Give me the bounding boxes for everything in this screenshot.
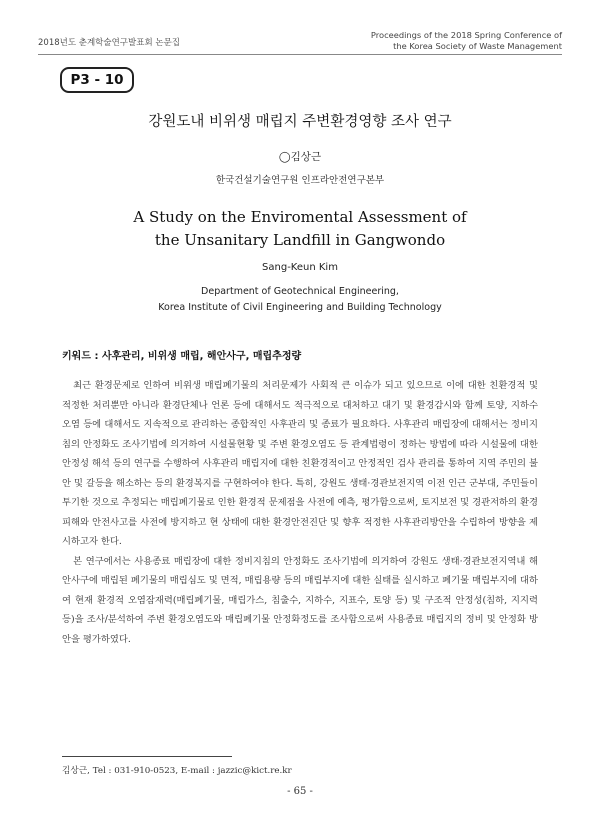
- affiliation-korean: 한국건설기술연구원 인프라안전연구본부: [215, 175, 385, 186]
- running-header-right-line1: Proceedings of the 2018 Spring Conference of: [370, 30, 562, 40]
- running-header-left: 2018년도 춘계학술연구발표회 논문집: [38, 38, 180, 48]
- keywords: 키워드 : 사후관리, 비위생 매립, 해안사구, 매립추정량: [62, 351, 302, 362]
- title-korean: 강원도내 비위생 매립지 주변환경영향 조사 연구: [148, 114, 452, 130]
- title-english: [0, 206, 600, 252]
- author-korean: ◯김상근: [278, 151, 322, 163]
- affiliation-english: [0, 284, 600, 316]
- footnote-contact: 김상근, Tel : 031-910-0523, E-mail : jazzic@kict.re.kr: [62, 766, 292, 776]
- abstract-paragraph-2: 본 연구에서는 사용종료 매립장에 대한 정비지침의 안정화도 조사기법에 의거하여 강원도 생태·경관보전지역내 해안사구에 매립된 폐기물의 매립심도 및 면적, 매립용량 등의 매립부지에 대한 실태를 실시하고 폐기물 매립부지에 대하여 현재 환경적 오염잠재력(매립폐기물, 매립가스, 침출수, 지하수, 지표수, 토양 등) 및 구조적 안정성(침하, 지지력 등)을 조사/분석하여 주변 환경오염도와 매립폐기물 안정화정도를 조사함으로써 사용종료 매립지의 정비 및 안정화 방안을 평가하였다.: [62, 555, 538, 645]
- abstract-body: [62, 376, 538, 649]
- affiliation-english-line1: Department of Geotechnical Engineering,: [201, 286, 399, 297]
- header-divider: [38, 54, 562, 55]
- page-number: - 65 -: [287, 786, 313, 797]
- title-english-line1: A Study on the Enviromental Assessment of: [133, 208, 467, 226]
- footnote-divider: [62, 756, 232, 757]
- paper-code-badge: P3 - 10: [60, 67, 134, 93]
- running-header-right-line2: the Korea Society of Waste Management: [393, 41, 562, 51]
- title-english-line2: the Unsanitary Landfill in Gangwondo: [154, 231, 446, 249]
- affiliation-english-line2: Korea Institute of Civil Engineering and Building Technology: [158, 302, 442, 313]
- abstract-paragraph-1: 최근 환경문제로 인하여 비위생 매립폐기물의 처리문제가 사회적 큰 이슈가 되고 있으므로 이에 대한 친환경적 및 적정한 처리뿐만 아니라 환경단체나 언론 등에 대해서도 적극적으로 대처하고 대기 및 환경감시와 함께 토양, 지하수 오염 등에 대해서도 지속적으로 관리하는 종합적인 사후관리 및 종료가 필요하다. 사후관리 매립장에 대해서는 정비지침의 안정화도 조사기법에 의거하여 시설물현황 및 주변 환경오염도 등 관계법령이 정하는 방법에 따라 시설물에 대한 안정성 해석 등의 연구를 수행하여 사후관리 매립지에 대한 친환경적이고 안정적인 검사 관리를 통하여 지역 주민의 불안 및 갈등을 해소하는 등의 환경복지를 구현하여야 한다. 특히, 강원도 생태·경관보전지역 이전 인근 군부대, 주민들이 투기한 것으로 추정되는 매립폐기물로 인한 환경적 문제점을 사전에 예측, 평가함으로써, 토지보전 및 경관저하의 환경피해와 안전사고를 사전에 방지하고 현 상태에 대한 환경안전진단 및 향후 적정한 사후관리방안을 수립하여 방향을 제시하고자 한다.: [62, 380, 538, 547]
- running-header-right: [371, 30, 562, 52]
- author-english: Sang-Keun Kim: [262, 262, 338, 273]
